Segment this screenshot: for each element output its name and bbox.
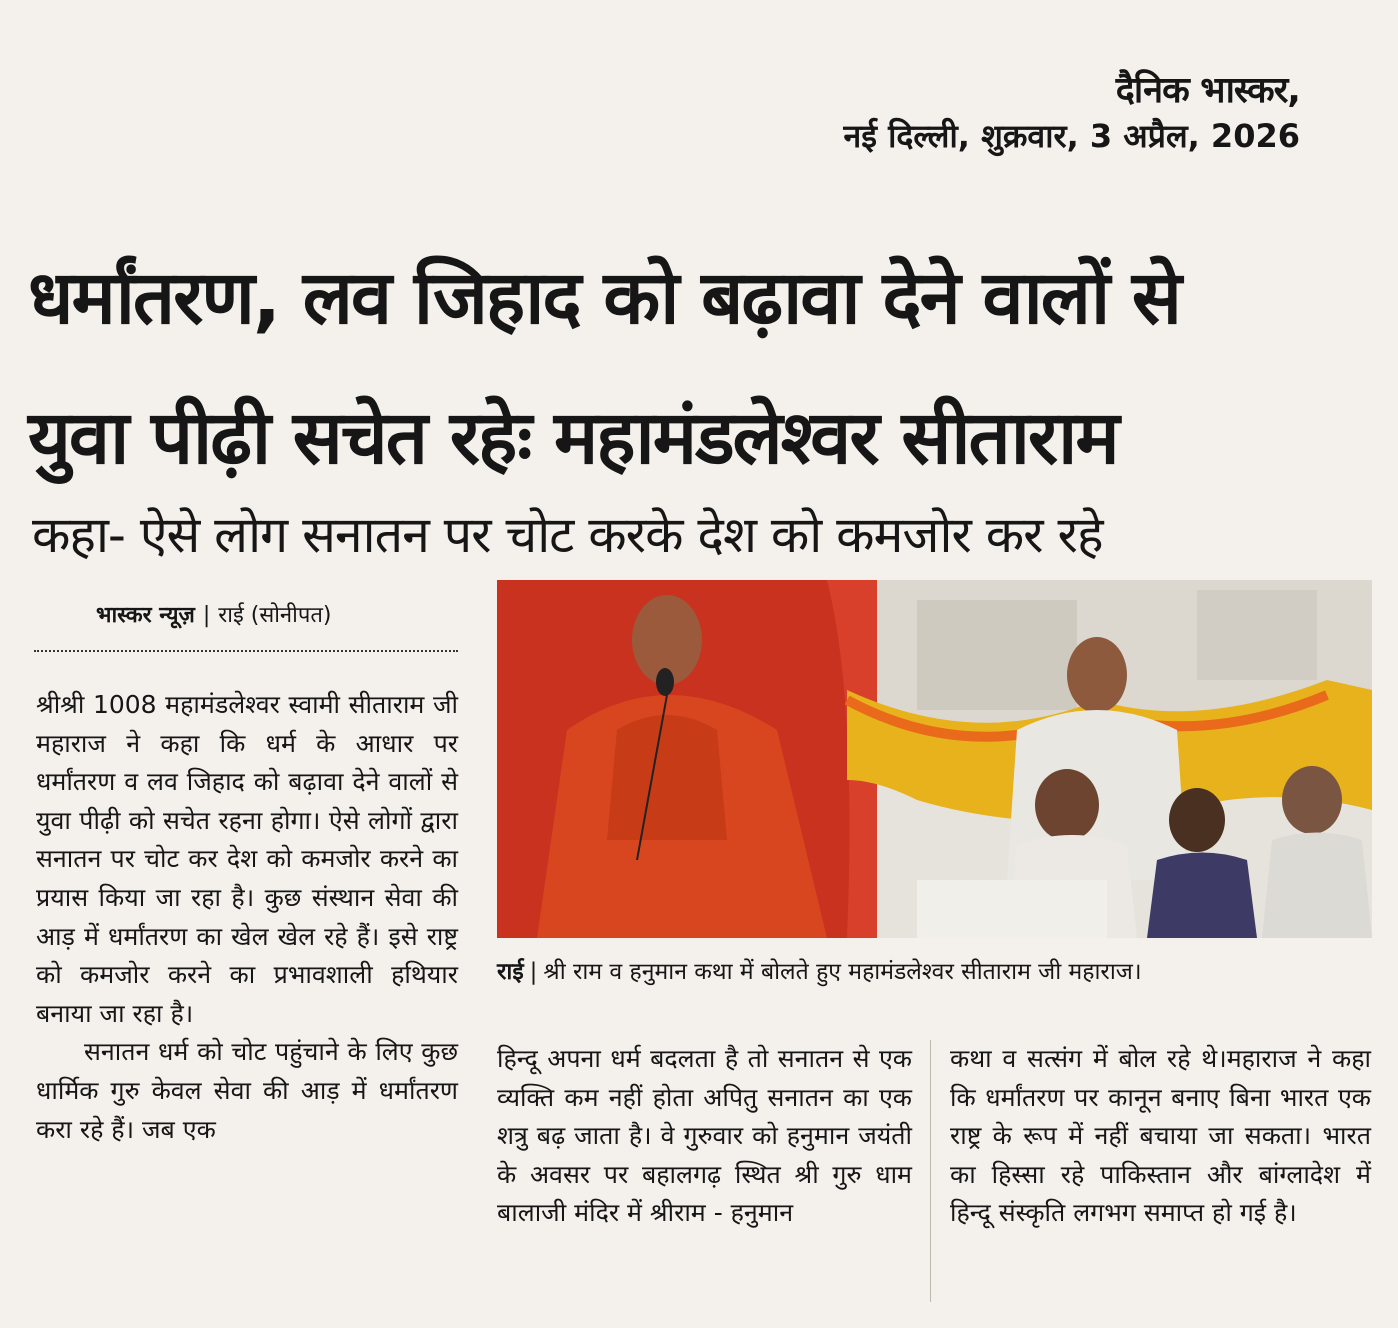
column-1-paragraph-2: सनातन धर्म को चोट पहुंचाने के लिए कुछ धार्मिक गुरु केवल सेवा की आड़ में धर्मांतरण करा रहे हैं। जब एक bbox=[36, 1037, 458, 1144]
column-1-paragraph-1: श्रीश्री 1008 महामंडलेश्वर स्वामी सीताराम जी महाराज ने कहा कि धर्म के आधार पर धर्मांतरण व लव जिहाद को बढ़ावा देने वालों से युवा पीढ़ी को सचेत रहना होगा। ऐसे लोगों द्वारा सनातन पर चोट कर देश को कमजोर करने का प्रयास किया जा रहा है। कुछ संस्थान सेवा की आड़ में धर्मांतरण का खेल खेल रहे हैं। इसे राष्ट्र को कमजोर करने का प्रभावशाली हथियार बनाया जा रहा है। bbox=[36, 690, 458, 1028]
byline bbox=[96, 596, 331, 636]
masthead bbox=[843, 68, 1300, 158]
column-3-text: कथा व सत्संग में बोल रहे थे।महाराज ने कहा कि धर्मांतरण पर कानून बनाए बिना भारत एक राष्ट्र के रूप में नहीं बचाया जा सकता। भारत का हिस्सा रहे पाकिस्तान और बांग्लादेश में हिन्दू संस्कृति लगभग समाप्त हो गई है। bbox=[950, 1044, 1371, 1228]
headline-line-2: युवा पीढ़ी सचेत रहेः महामंडलेश्वर सीताराम bbox=[28, 395, 1118, 481]
byline-separator: | bbox=[202, 603, 211, 628]
column-2-text: हिन्दू अपना धर्म बदलता है तो सनातन से एक व्यक्ति कम नहीं होता अपितु सनातन का एक शत्रु बढ़ जाता है। वे गुरुवार को हनुमान जयंती के अवसर पर बहालगढ़ स्थित श्री गुरु धाम बालाजी मंदिर में श्रीराम - हनुमान bbox=[497, 1044, 912, 1228]
article-column-2 bbox=[497, 1040, 912, 1233]
byline-source: भास्कर न्यूज़ bbox=[96, 603, 195, 628]
article-column-1 bbox=[36, 686, 458, 1149]
headline-line-1: धर्मांतरण, लव जिहाद को बढ़ावा देने वालों से bbox=[28, 255, 1180, 341]
caption-separator: | bbox=[529, 959, 538, 985]
newspaper-name: दैनिक भास्कर, bbox=[1115, 70, 1300, 111]
column-divider bbox=[930, 1040, 931, 1302]
byline-location: राई (सोनीपत) bbox=[218, 603, 332, 628]
news-photo bbox=[497, 580, 1372, 938]
caption-text: श्री राम व हनुमान कथा में बोलते हुए महामंडलेश्वर सीताराम जी महाराज। bbox=[543, 959, 1142, 985]
byline-rule bbox=[34, 650, 458, 652]
caption-place: राई bbox=[497, 959, 524, 985]
dateline: नई दिल्ली, शुक्रवार, 3 अप्रैल, 2026 bbox=[843, 117, 1300, 155]
headline bbox=[28, 228, 1373, 508]
event-photo-icon bbox=[497, 580, 1372, 938]
subheadline: कहा- ऐसे लोग सनातन पर चोट करके देश को कमजोर कर रहे bbox=[32, 506, 1103, 564]
article-column-3 bbox=[950, 1040, 1371, 1233]
photo-caption bbox=[497, 952, 1372, 992]
